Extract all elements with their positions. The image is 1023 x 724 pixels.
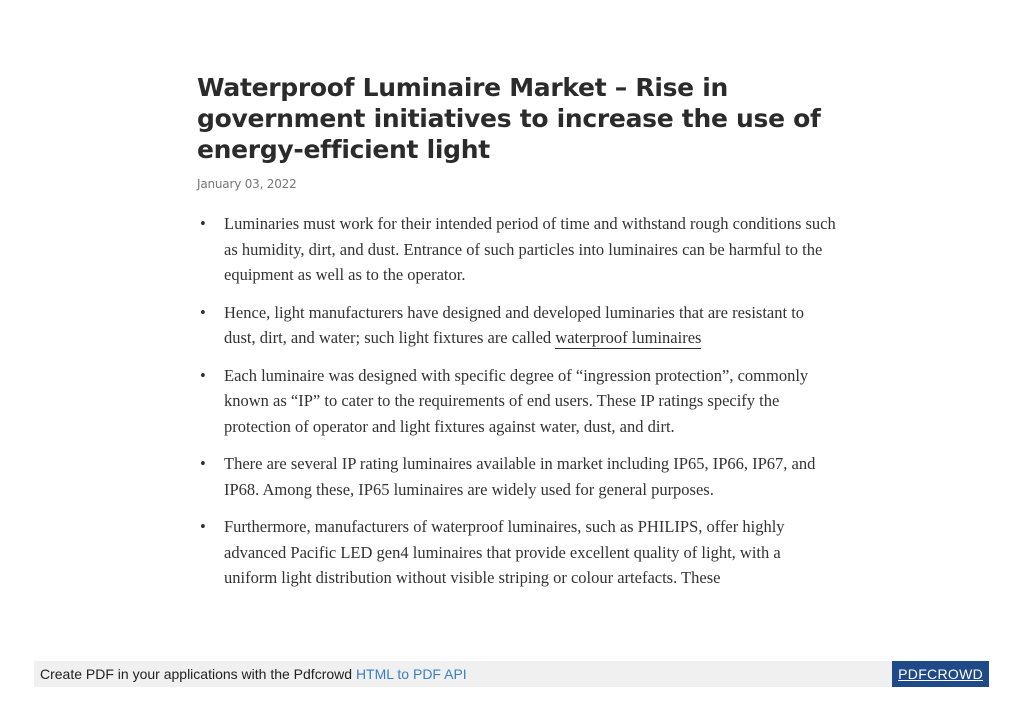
bullet-text: Hence, light manufacturers have designed and developed luminaries that are resistant to dust, dirt, and water; such light fixtures are called [224,302,805,347]
list-item [197,300,837,351]
pdfcrowd-brand-button[interactable]: PDFCROWD [892,661,989,687]
list-item [197,211,837,288]
list-item [197,363,837,440]
article-title: Waterproof Luminaire Market – Rise in government initiatives to increase the use of energy-efficient light [197,73,821,164]
bullet-list [197,211,837,591]
pdfcrowd-footer [34,661,989,687]
waterproof-luminaires-link[interactable]: waterproof luminaires [555,328,702,347]
bullet-text: There are several IP rating luminaires available in market including IP65, IP66, IP67, and IP68. Among these, IP65 luminaires are widely used for general purposes. [224,454,816,499]
footer-message: Create PDF in your applications with the Pdfcrowd [40,666,356,682]
list-item [197,514,837,591]
footer-text [40,666,467,682]
bullet-text: Luminaries must work for their intended period of time and withstand rough conditions such as humidity, dirt, and dust. Entrance of such particles into luminaires can be harmful to the equipment as well as to the operator. [224,214,836,284]
article-date: January 03, 2022 [197,177,297,191]
list-item [197,451,837,502]
article [197,72,837,603]
bullet-text: Each luminaire was designed with specific degree of “ingression protection”, commonly known as “IP” to cater to the requirements of end users. These IP ratings specify the protection of operator and light fixtures against water, dust, and dirt. [224,365,809,436]
bullet-text: Furthermore, manufacturers of waterproof luminaires, such as PHILIPS, offer highly advanced Pacific LED gen4 luminaires that provide excellent quality of light, with a uniform light distribution without visible striping or colour artefacts. These [224,517,785,587]
html-to-pdf-api-link[interactable]: HTML to PDF API [355,666,467,682]
